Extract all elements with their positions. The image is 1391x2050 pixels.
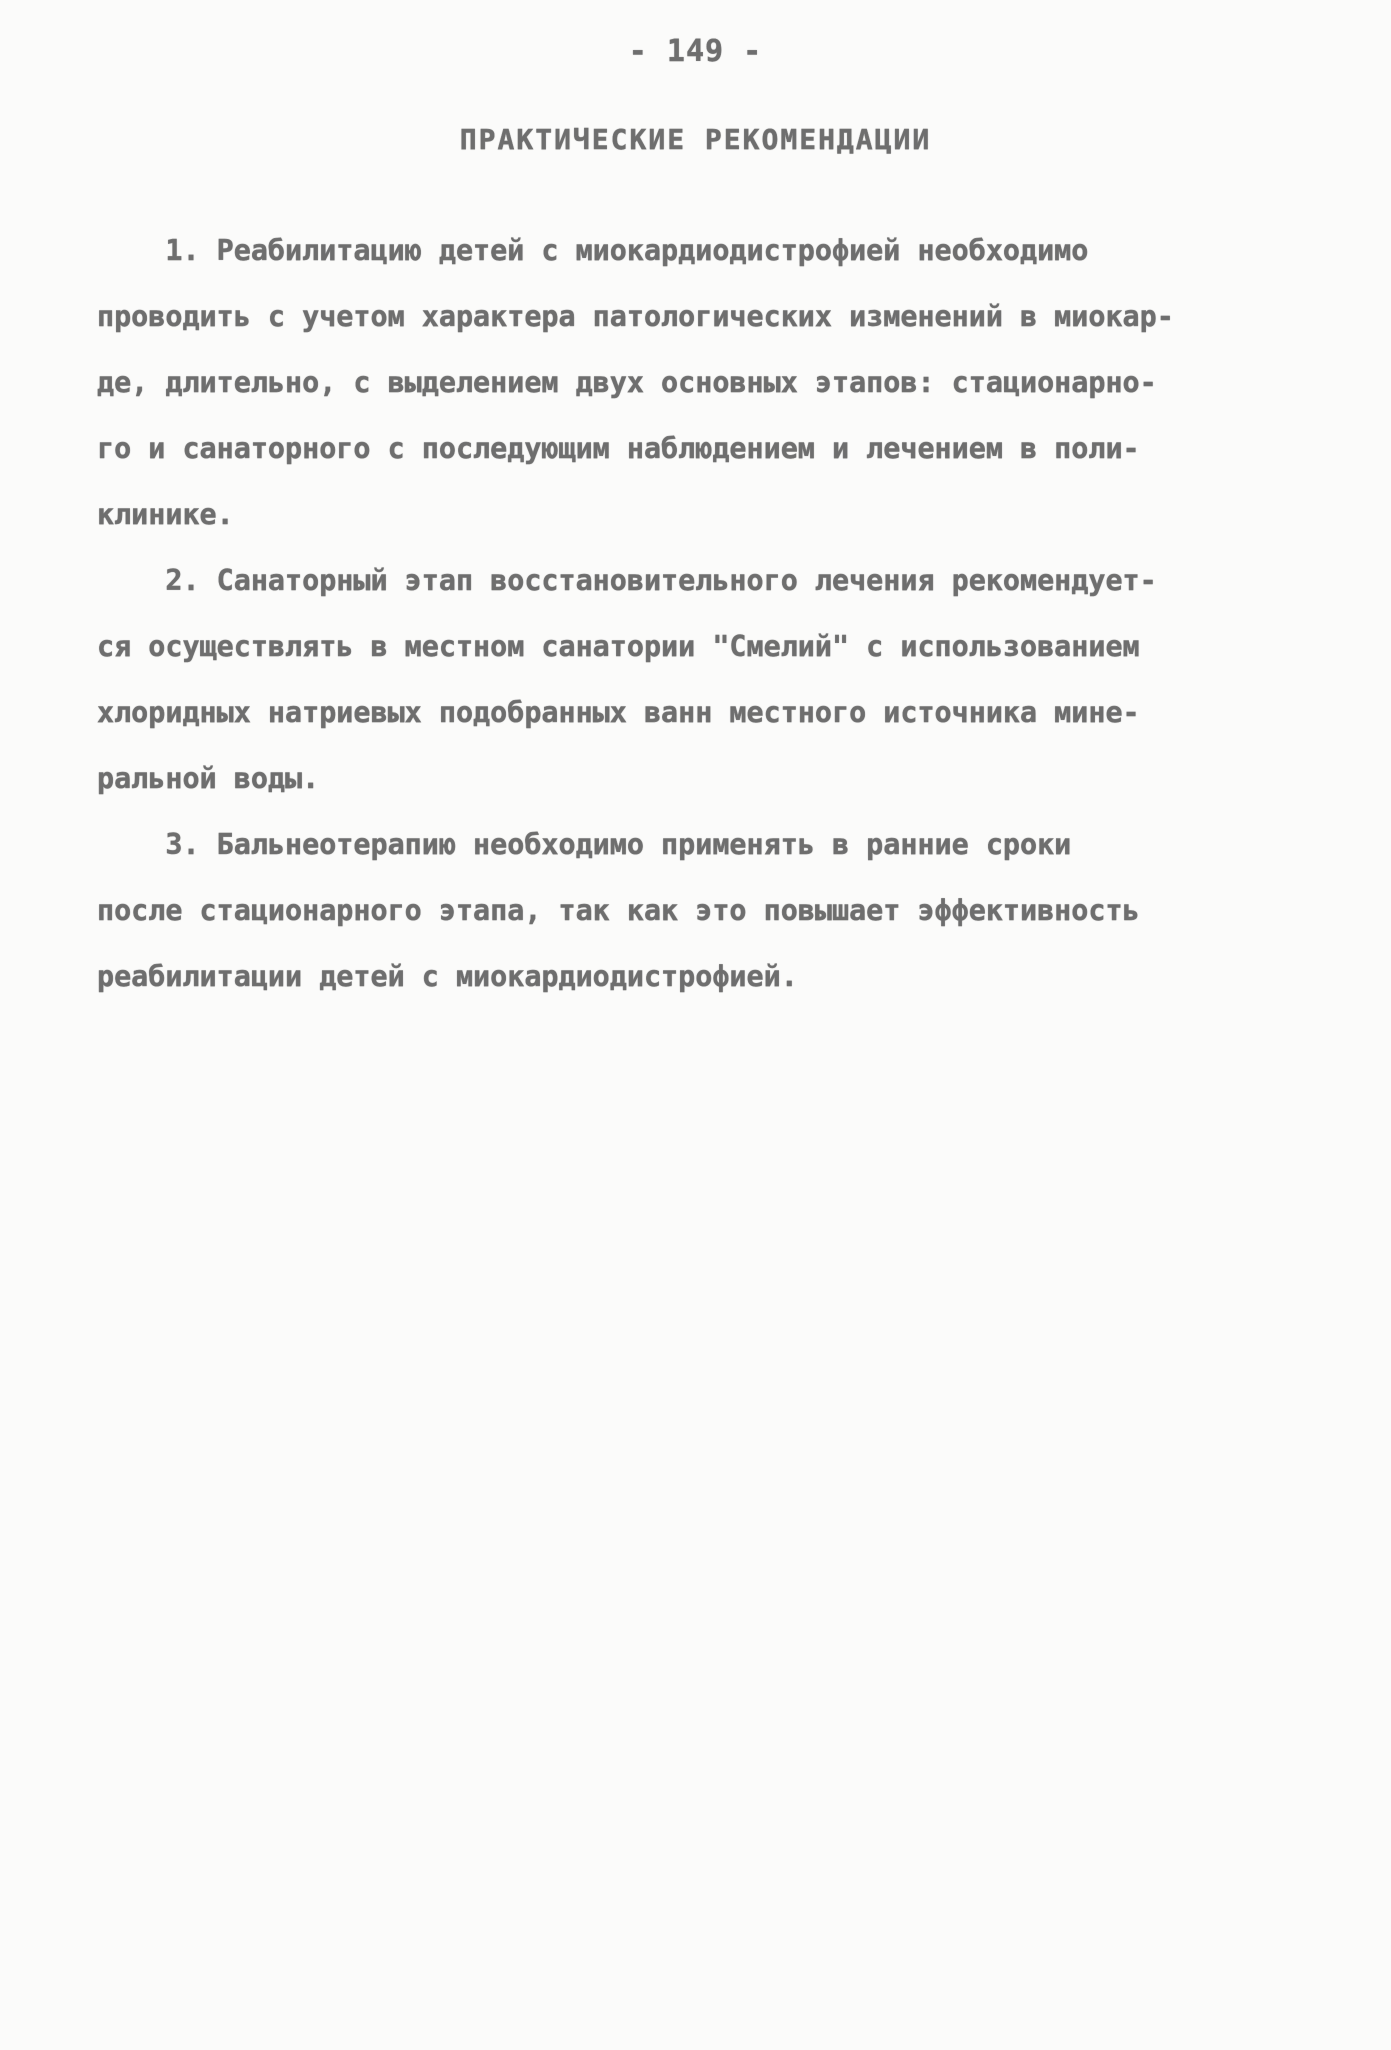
text-line: де, длительно, с выделением двух основных этапов: стационарно- — [97, 366, 1157, 399]
text-line: проводить с учетом характера патологических изменений в миокар- — [97, 300, 1174, 333]
section-heading: ПРАКТИЧЕСКИЕ РЕКОМЕНДАЦИИ — [459, 123, 932, 156]
text-line: 1. Реабилитацию детей с миокардиодистрофией необходимо — [97, 234, 1089, 267]
text-line: реабилитации детей с миокардиодистрофией. — [97, 960, 798, 993]
body-text — [97, 218, 1307, 1010]
text-line: клинике. — [97, 498, 234, 531]
text-line: 2. Санаторный этап восстановительного лечения рекомендует- — [97, 564, 1157, 597]
text-line: ральной воды. — [97, 762, 320, 795]
text-line: го и санаторного с последующим наблюдением и лечением в поли- — [97, 432, 1140, 465]
text-line: хлоридных натриевых подобранных ванн местного источника мине- — [97, 696, 1140, 729]
page-number: - 149 - — [628, 34, 763, 69]
text-line: ся осуществлять в местном санатории "Смелий" с использованием — [97, 630, 1140, 663]
text-line: после стационарного этапа, так как это повышает эффективность — [97, 894, 1140, 927]
text-line: 3. Бальнеотерапию необходимо применять в ранние сроки — [97, 828, 1072, 861]
